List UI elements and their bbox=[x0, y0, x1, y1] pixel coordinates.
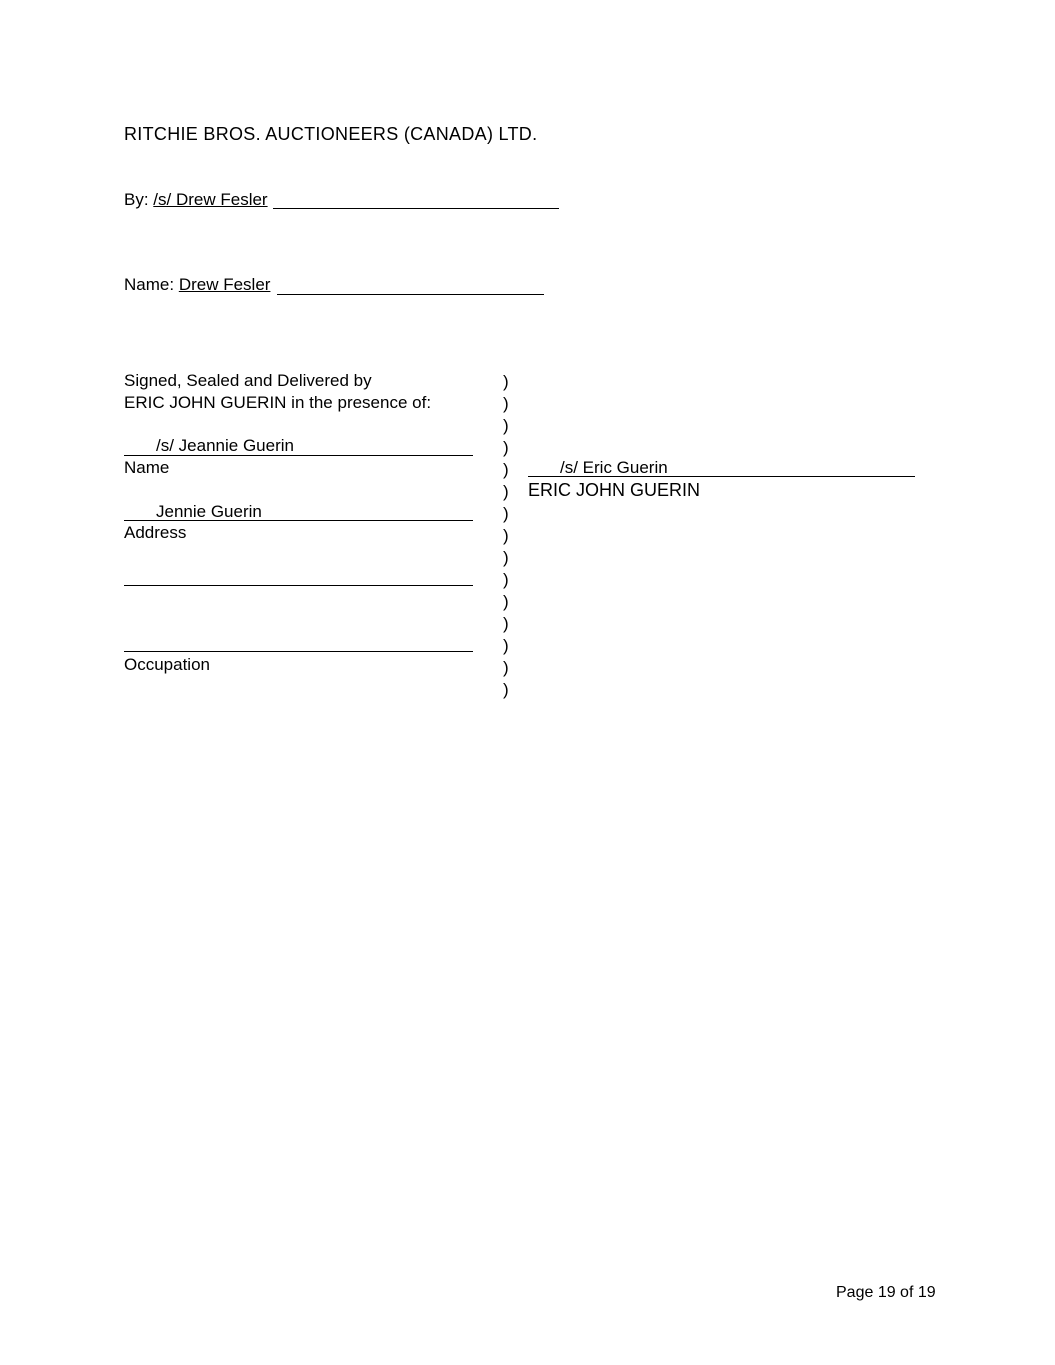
name-value-line bbox=[277, 294, 544, 295]
witness-name-line bbox=[124, 520, 473, 521]
witness-line-1: Signed, Sealed and Delivered by bbox=[124, 371, 372, 390]
by-line bbox=[124, 190, 268, 210]
witness-name-label: Name bbox=[124, 458, 170, 477]
company-name: RITCHIE BROS. AUCTIONEERS (CANADA) LTD. bbox=[124, 124, 538, 144]
parenthesis: ) bbox=[503, 658, 509, 677]
occupation-line bbox=[124, 651, 473, 652]
witness-signature-line bbox=[124, 455, 473, 456]
name-label: Name: bbox=[124, 275, 175, 294]
parentheses-column bbox=[503, 371, 515, 701]
parenthesis: ) bbox=[503, 438, 509, 457]
page-number: Page 19 of 19 bbox=[836, 1284, 936, 1301]
signatory-signature: /s/ Eric Guerin bbox=[560, 458, 668, 477]
witness-line-2: ERIC JOHN GUERIN in the presence of: bbox=[124, 393, 432, 412]
parenthesis: ) bbox=[503, 416, 509, 435]
parenthesis: ) bbox=[503, 526, 509, 545]
by-signature-line bbox=[273, 208, 559, 209]
witness-name: Jennie Guerin bbox=[156, 502, 262, 521]
parenthesis: ) bbox=[503, 372, 509, 391]
parenthesis: ) bbox=[503, 680, 509, 699]
parenthesis: ) bbox=[503, 482, 509, 501]
parenthesis: ) bbox=[503, 504, 509, 523]
parenthesis: ) bbox=[503, 460, 509, 479]
by-signature: /s/ Drew Fesler bbox=[153, 190, 268, 209]
occupation-label: Occupation bbox=[124, 655, 210, 674]
parenthesis: ) bbox=[503, 548, 509, 567]
witness-signature: /s/ Jeannie Guerin bbox=[156, 436, 294, 455]
parenthesis: ) bbox=[503, 570, 509, 589]
name-value: Drew Fesler bbox=[178, 275, 271, 294]
signatory-signature-line bbox=[528, 476, 915, 477]
parenthesis: ) bbox=[503, 592, 509, 611]
name-line bbox=[124, 275, 270, 295]
address-label: Address bbox=[124, 523, 187, 542]
parenthesis: ) bbox=[503, 394, 509, 413]
address-line bbox=[124, 585, 473, 586]
parenthesis: ) bbox=[503, 614, 509, 633]
by-label: By: bbox=[124, 190, 149, 209]
parenthesis: ) bbox=[503, 636, 509, 655]
signatory-name: ERIC JOHN GUERIN bbox=[528, 480, 701, 500]
